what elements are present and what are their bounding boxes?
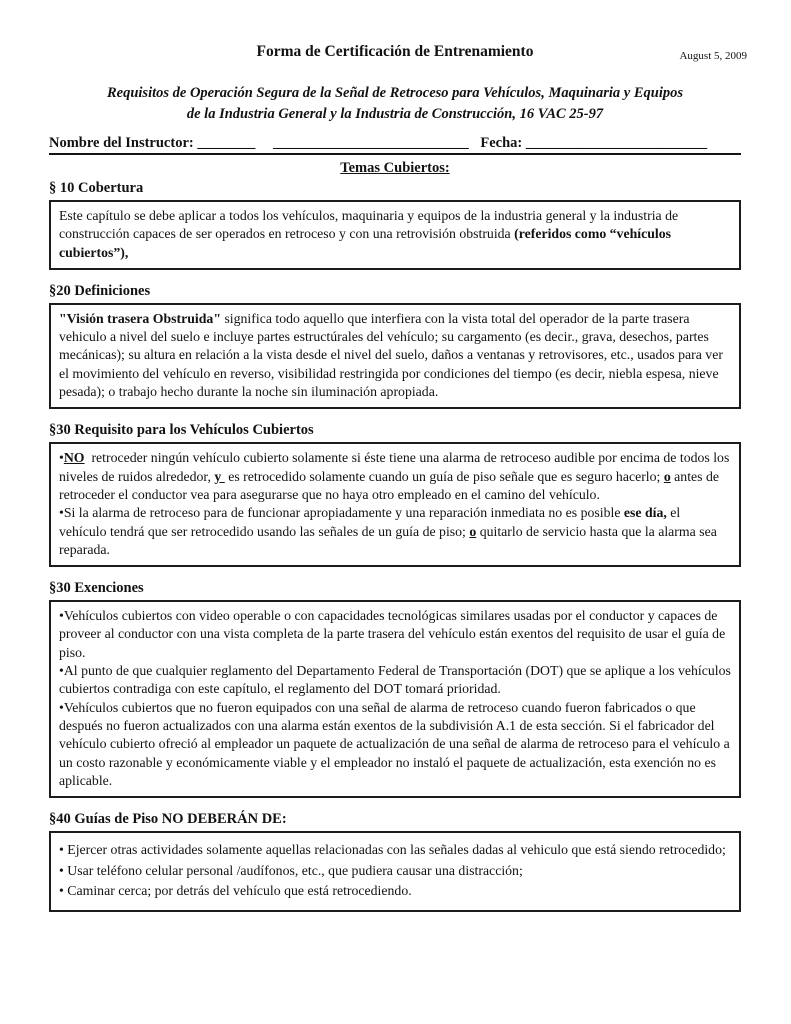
- section-40-heading: §40 Guías de Piso NO DEBERÁN DE:: [49, 811, 287, 828]
- instructor-name-blank-1: ________: [197, 135, 256, 151]
- page-title: Forma de Certificación de Entrenamiento: [256, 43, 534, 60]
- paragraph: •Al punto de que cualquier reglamento del Departamento Federal de Transportación (DOT) que se aplique a los vehículos cubiertos contradiga con este capítulo, el reglamento del DOT tomará prioridad.: [59, 663, 731, 697]
- section-10-heading: § 10 Cobertura: [49, 180, 144, 196]
- paragraph: "Visión trasera Obstruida" significa todo aquello que interfiera con la vista total del operador de la parte trasera vehiculo a nivel del suelo e incluye partes estructúrales del vehículo; su cargamento (es decir., grava, desechos, partes mecánicas); su altura en relación a la vista desde el nivel del suelo, daños a ventanas y retrovisores, etc., usados para ver el movimiento del vehículo en reverso, visibilidad restringida por condiciones del tiempo (es decir, niebla espesa, nieve pesada); o trabajo hecho durante la noche sin iluminación apropiada.: [59, 310, 723, 400]
- section-30-exenciones: [49, 579, 741, 798]
- instructor-name-label: Nombre del Instructor:: [49, 135, 194, 151]
- section-10-cobertura: [49, 179, 741, 270]
- paragraph: • Usar teléfono celular personal /audífonos, etc., que pudiera causar una distracción;: [59, 862, 523, 878]
- instructor-name-blank-2: ___________________________: [272, 135, 469, 151]
- document-date: August 5, 2009: [679, 50, 747, 62]
- section-30-requisito-heading: §30 Requisito para los Vehículos Cubiertos: [49, 422, 314, 439]
- paragraph: •NO retroceder ningún vehículo cubierto solamente si éste tiene una alarma de retroceso audible por encima de todos los niveles de ruidos alrededor, y es retrocedido solamente cuando un guía de piso señale que es seguro hacerlo; o antes de retroceder el conductor vea para asegurarse que no haya otro empleado en el camino del vehículo.: [59, 450, 730, 502]
- instructor-fecha-row: [49, 134, 741, 155]
- section-20-box: [49, 303, 741, 409]
- paragraph: •Vehículos cubiertos con video operable o con capacidades tecnológicas similares usadas por el conductor y capaces de proveer al conductor con una vista completa de la parte trasera del vehículo están exentos del requisito de usar el guía de piso.: [59, 608, 726, 660]
- subtitle-line-1: Requisitos de Operación Segura de la Señal de Retroceso para Vehículos, Maquinaria y Equipos: [106, 85, 684, 101]
- section-30-exenciones-box: [49, 600, 741, 798]
- section-30-requisito: [49, 421, 741, 567]
- paragraph: •Vehículos cubiertos que no fueron equipados con una señal de alarma de retroceso cuando fueron fabricados o que después no fueron actualizados con una alarma están exentos de la subdivisión A.1 de esta sección. Si el fabricador del vehículo cubierto ofreció al empleador un paquete de actualización de una señal de alarma de retroceso para el vehículo a un costo razonable y económicamente viable y el empleador no instaló el paquete de actualización, esta exención no es aplicable.: [59, 699, 730, 788]
- title-row: [49, 42, 747, 62]
- section-30-exenciones-heading: §30 Exenciones: [49, 580, 144, 597]
- section-10-box: [49, 200, 741, 270]
- topics-covered-heading: Temas Cubiertos:: [340, 160, 450, 176]
- section-40-guias: [49, 810, 741, 912]
- subtitle-line-2: de la Industria General y la Industria de Construcción, 16 VAC 25-97: [186, 105, 604, 122]
- paragraph: Este capítulo se debe aplicar a todos los vehículos, maquinaria y equipos de la industria general y la industria de construcción capaces de ser operados en retroceso y con una retrovisión obstruida (referidos como “vehículos cubiertos”),: [59, 208, 679, 260]
- section-20-heading: §20 Definiciones: [49, 282, 151, 299]
- fecha-label: Fecha:: [480, 135, 523, 151]
- fecha-blank: _________________________: [525, 135, 708, 151]
- section-30-requisito-box: [49, 442, 741, 567]
- document-subtitle: [49, 83, 741, 124]
- paragraph: • Caminar cerca; por detrás del vehículo que está retrocediendo.: [59, 883, 412, 899]
- paragraph: •Si la alarma de retroceso para de funcionar apropiadamente y una reparación inmediata no es posible ese día, el vehículo tendrá que ser retrocedido usando las señales de un guía de piso; o quitarlo de servicio hasta que la alarma sea reparada.: [59, 505, 717, 557]
- paragraph: • Ejercer otras actividades solamente aquellas relacionadas con las señales dadas al vehiculo que está siendo retrocedido;: [59, 842, 726, 858]
- section-20-definiciones: [49, 282, 741, 409]
- section-40-box: [49, 831, 741, 912]
